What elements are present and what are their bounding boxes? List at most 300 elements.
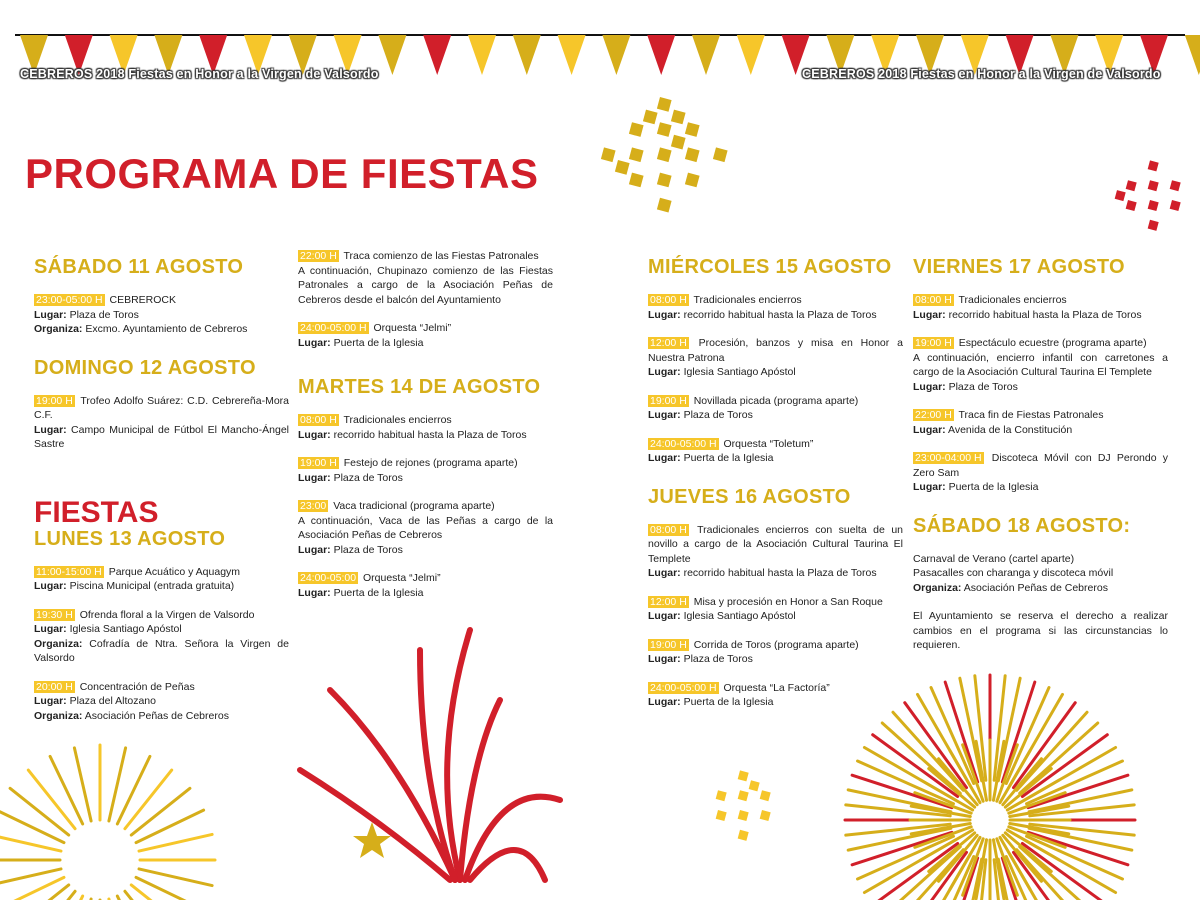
firework-frond bbox=[460, 700, 500, 880]
burst-ray bbox=[858, 836, 954, 879]
burst-ray bbox=[921, 830, 973, 860]
burst-ray bbox=[931, 857, 974, 900]
burst-ray bbox=[1000, 837, 1030, 889]
event-extra: A continuación, Vaca de las Peñas a cargo de la Asociación Peñas de Cebreros bbox=[298, 514, 553, 541]
lugar-label: Lugar: bbox=[648, 366, 681, 378]
burst-ray bbox=[918, 694, 971, 785]
burst-ray bbox=[1010, 694, 1063, 785]
lugar-value: recorrido habitual hasta la Plaza de Toros bbox=[948, 308, 1142, 321]
lugar-value: Plaza de Toros bbox=[333, 471, 403, 484]
lugar-label: Lugar: bbox=[298, 586, 331, 599]
firework-frond bbox=[300, 770, 450, 880]
diamond-square bbox=[629, 173, 644, 188]
bunting-flag bbox=[513, 35, 541, 75]
lugar-value: Iglesia Santiago Apóstol bbox=[683, 366, 796, 378]
organiza-value: Cofradía de Ntra. Señora la Virgen de Valsordo bbox=[34, 637, 289, 664]
time-badge: 19:00 H bbox=[300, 457, 337, 469]
burst-ray bbox=[1003, 835, 1042, 881]
burst-ray bbox=[960, 678, 982, 781]
diamond-square bbox=[629, 147, 644, 162]
lugar-value: Iglesia Santiago Apóstol bbox=[683, 610, 796, 622]
event bbox=[648, 523, 903, 581]
burst-ray bbox=[1006, 857, 1049, 900]
burst-ray bbox=[994, 676, 1005, 780]
lugar-label: Lugar: bbox=[298, 471, 331, 484]
burst-ray bbox=[993, 840, 1003, 899]
diamond-square bbox=[685, 147, 700, 162]
event-text: Orquesta “Toletum” bbox=[723, 437, 814, 450]
event-text: Ofrenda floral a la Virgen de Valsordo bbox=[79, 608, 255, 621]
event-text: Traca fin de Fiestas Patronales bbox=[958, 409, 1104, 421]
burst-ray bbox=[0, 869, 61, 886]
lugar-value: recorrido habitual hasta la Plaza de Toros bbox=[683, 567, 877, 579]
burst-ray bbox=[28, 770, 75, 829]
burst-ray bbox=[993, 741, 1003, 800]
lugar-value: recorrido habitual hasta la Plaza de Toros bbox=[683, 308, 877, 321]
event-text: Parque Acuático y Aquagym bbox=[108, 565, 241, 578]
diamond-square bbox=[685, 173, 700, 188]
lugar-label: Lugar: bbox=[648, 653, 681, 665]
lugar-value: Puerta de la Iglesia bbox=[333, 336, 424, 349]
burst-ray bbox=[117, 896, 150, 900]
bunting-flag bbox=[558, 35, 586, 75]
lugar-value: Puerta de la Iglesia bbox=[683, 696, 774, 708]
burst-ray bbox=[963, 839, 984, 895]
burst-ray bbox=[998, 859, 1020, 900]
event bbox=[298, 571, 553, 600]
gold-burst-left-icon bbox=[0, 745, 215, 900]
organiza-label: Organiza: bbox=[34, 709, 83, 722]
diamond-square bbox=[716, 790, 727, 801]
burst-ray bbox=[931, 688, 974, 784]
lugar-label: Lugar: bbox=[34, 623, 67, 635]
burst-ray bbox=[939, 835, 978, 881]
lugar-label: Lugar: bbox=[913, 423, 946, 436]
gold-diamond-cluster-icon bbox=[601, 97, 728, 212]
lugar-value: recorrido habitual hasta la Plaza de Toros bbox=[333, 428, 527, 441]
red-firework-icon bbox=[300, 630, 560, 880]
diamond-square bbox=[671, 135, 686, 150]
time-badge: 19:00 H bbox=[650, 394, 687, 407]
burst-ray bbox=[848, 790, 951, 812]
header-left: CEBREROS 2018 Fiestas en Honor a la Virgen de Valsordo bbox=[20, 67, 379, 81]
burst-ray bbox=[950, 837, 980, 889]
event bbox=[648, 394, 903, 423]
diamond-square bbox=[716, 810, 727, 821]
time-badge: 19:00 H bbox=[36, 394, 73, 407]
lugar-value: Iglesia Santiago Apóstol bbox=[69, 623, 182, 635]
time-badge: 08:00 H bbox=[915, 294, 952, 306]
burst-ray bbox=[915, 827, 971, 848]
lugar-value: Puerta de la Iglesia bbox=[683, 452, 774, 464]
day-martes-14 bbox=[298, 376, 553, 600]
event-extra: A continuación, encierro infantil con carretones a cargo de la Asociación Cultural Taurina El Templete bbox=[913, 351, 1168, 378]
lugar-label: Lugar: bbox=[913, 308, 946, 321]
burst-ray bbox=[864, 748, 955, 801]
burst-ray bbox=[139, 834, 212, 851]
event bbox=[34, 293, 289, 337]
lugar-label: Lugar: bbox=[648, 696, 681, 708]
burst-ray bbox=[1027, 836, 1123, 879]
time-badge: 22:00 H bbox=[300, 250, 337, 262]
event-text: Traca comienzo de las Fiestas Patronales bbox=[343, 250, 539, 262]
burst-ray bbox=[1017, 712, 1087, 790]
day-title: LUNES 13 AGOSTO bbox=[34, 527, 226, 550]
organiza-value: Excmo. Ayuntamiento de Cebreros bbox=[85, 323, 248, 335]
time-badge: 22:00 H bbox=[915, 409, 952, 421]
burst-ray bbox=[998, 678, 1020, 781]
burst-ray bbox=[1025, 840, 1116, 893]
event bbox=[913, 552, 1168, 596]
event bbox=[298, 321, 553, 350]
burst-ray bbox=[911, 823, 970, 833]
burst-ray bbox=[1009, 793, 1065, 814]
diamond-square bbox=[685, 122, 700, 137]
lugar-label: Lugar: bbox=[34, 695, 67, 707]
event-text: Misa y procesión en Honor a San Roque bbox=[693, 595, 883, 608]
lugar-label: Lugar: bbox=[913, 481, 946, 493]
diamond-square bbox=[738, 810, 749, 821]
burst-ray bbox=[905, 852, 967, 900]
burst-ray bbox=[1002, 858, 1034, 900]
diamond-square bbox=[1126, 200, 1137, 211]
burst-ray bbox=[873, 735, 958, 797]
firework-frond bbox=[420, 650, 455, 880]
burst-ray bbox=[858, 761, 954, 804]
burst-ray bbox=[1010, 806, 1069, 816]
event-text: Vaca tradicional (programa aparte) bbox=[333, 500, 495, 512]
time-badge: 19:00 H bbox=[650, 638, 687, 651]
burst-ray bbox=[873, 844, 958, 900]
burst-ray bbox=[1014, 703, 1076, 788]
diamond-square bbox=[760, 810, 771, 821]
day-sabado-18 bbox=[913, 515, 1168, 653]
event-text: Orquesta “Jelmi” bbox=[362, 572, 441, 584]
lugar-value: Plaza de Toros bbox=[683, 409, 753, 421]
time-badge: 24:00-05:00 bbox=[300, 572, 357, 584]
time-badge: 19:30 H bbox=[36, 608, 73, 621]
lugar-label: Lugar: bbox=[648, 610, 681, 622]
burst-ray bbox=[921, 780, 973, 810]
burst-ray bbox=[1022, 735, 1107, 797]
firework-frond bbox=[447, 630, 470, 880]
event-text: Novillada picada (programa aparte) bbox=[693, 394, 859, 407]
column-4 bbox=[913, 256, 1168, 673]
burst-ray bbox=[117, 756, 150, 824]
diamond-square bbox=[657, 173, 672, 188]
burst-ray bbox=[0, 877, 64, 900]
burst-ray bbox=[963, 745, 984, 801]
firework-frond bbox=[330, 690, 455, 880]
event-text: Tradicionales encierros bbox=[958, 294, 1067, 306]
organiza-label: Organiza: bbox=[34, 637, 83, 650]
burst-ray bbox=[109, 748, 126, 821]
burst-ray bbox=[997, 745, 1018, 801]
gold-diamond-cluster-small-icon bbox=[716, 770, 771, 840]
diamond-square bbox=[615, 160, 630, 175]
burst-ray bbox=[994, 860, 1005, 900]
diamond-square bbox=[657, 122, 672, 137]
bunting-flag bbox=[468, 35, 496, 75]
burst-ray bbox=[905, 703, 967, 788]
event bbox=[298, 499, 553, 557]
event bbox=[34, 565, 289, 594]
lugar-label: Lugar: bbox=[298, 543, 331, 556]
lugar-value: Plaza de Toros bbox=[683, 653, 753, 665]
firework-frond bbox=[465, 797, 560, 880]
burst-ray bbox=[131, 885, 190, 900]
burst-ray bbox=[852, 832, 952, 864]
burst-ray bbox=[929, 769, 975, 808]
time-badge: 23:00-04:00 H bbox=[915, 452, 982, 464]
burst-ray bbox=[1030, 824, 1134, 835]
burst-ray bbox=[10, 788, 69, 835]
diamond-square bbox=[1148, 180, 1159, 191]
event-text: Discoteca Móvil con DJ Perondo y Zero Sam bbox=[913, 452, 1168, 479]
diamond-square bbox=[1170, 200, 1181, 211]
red-diamond-cluster-icon bbox=[1115, 160, 1181, 230]
organiza-value: Asociación Peñas de Cebreros bbox=[963, 581, 1108, 594]
burst-ray bbox=[1028, 775, 1128, 807]
diamond-square bbox=[657, 97, 672, 112]
event-text: Trofeo Adolfo Suárez: C.D. Cebrereña-Mora C.F. bbox=[34, 394, 289, 421]
day-title: VIERNES 17 AGOSTO bbox=[913, 256, 1125, 278]
time-badge: 24:00-05:00 H bbox=[300, 322, 367, 334]
diamond-square bbox=[1115, 190, 1126, 201]
diamond-square bbox=[1148, 160, 1159, 171]
bunting-flag bbox=[423, 35, 451, 75]
lugar-label: Lugar: bbox=[648, 452, 681, 464]
lugar-label: Lugar: bbox=[648, 409, 681, 421]
organiza-label: Organiza: bbox=[34, 323, 83, 335]
burst-ray bbox=[893, 850, 963, 900]
column-3 bbox=[648, 256, 903, 730]
event-text: Espectáculo ecuestre (programa aparte) bbox=[958, 337, 1147, 349]
diamond-square bbox=[738, 830, 749, 841]
event-text: Corrida de Toros (programa aparte) bbox=[693, 638, 859, 651]
time-badge: 24:00-05:00 H bbox=[650, 437, 717, 450]
page-title: PROGRAMA DE FIESTAS bbox=[25, 150, 539, 197]
event-text: Tradicionales encierros bbox=[693, 294, 802, 306]
burst-ray bbox=[74, 748, 91, 821]
burst-ray bbox=[125, 891, 172, 900]
time-badge: 08:00 H bbox=[650, 294, 687, 306]
burst-ray bbox=[864, 840, 955, 893]
lugar-value: Plaza del Altozano bbox=[69, 695, 156, 707]
event bbox=[648, 293, 903, 322]
burst-ray bbox=[846, 805, 950, 816]
event-text: Festejo de rejones (programa aparte) bbox=[343, 457, 518, 469]
burst-ray bbox=[131, 788, 190, 835]
time-badge: 19:00 H bbox=[915, 337, 952, 349]
diamond-square bbox=[643, 110, 658, 125]
bunting-flag bbox=[602, 35, 630, 75]
day-title: DOMINGO 12 AGOSTO bbox=[34, 356, 256, 379]
organiza-value: Asociación Peñas de Cebreros bbox=[84, 709, 229, 722]
diamond-square bbox=[629, 122, 644, 137]
star-icon bbox=[353, 822, 391, 858]
event-text: Procesión, banzos y misa en Honor a Nuestra Patrona bbox=[648, 337, 903, 364]
bunting-flag bbox=[647, 35, 675, 75]
event bbox=[648, 336, 903, 380]
day-title: SÁBADO 18 AGOSTO: bbox=[913, 514, 1131, 537]
lugar-value: Piscina Municipal (entrada gratuita) bbox=[69, 580, 235, 592]
event bbox=[648, 437, 903, 466]
burst-ray bbox=[975, 676, 986, 780]
burst-ray bbox=[893, 712, 963, 790]
burst-ray bbox=[882, 723, 960, 793]
burst-ray bbox=[1030, 805, 1134, 816]
header-right: CEBREROS 2018 Fiestas en Honor a la Virgen de Valsordo bbox=[802, 67, 1161, 81]
column-1 bbox=[34, 256, 289, 743]
firework-frond bbox=[470, 850, 545, 880]
day-title: MIÉRCOLES 15 AGOSTO bbox=[648, 256, 892, 278]
bunting-flag bbox=[737, 35, 765, 75]
event-text: Concentración de Peñas bbox=[79, 680, 195, 693]
burst-ray bbox=[852, 775, 952, 807]
diamond-square bbox=[760, 790, 771, 801]
event-text: Tradicionales encierros con suelta de un novillo a cargo de la Asociación Cultural Taurina El Templete bbox=[648, 523, 903, 565]
event bbox=[648, 595, 903, 624]
event bbox=[648, 681, 903, 710]
burst-ray bbox=[975, 860, 986, 900]
lugar-label: Lugar: bbox=[34, 580, 67, 592]
burst-ray bbox=[848, 828, 951, 850]
burst-ray bbox=[915, 793, 971, 814]
event bbox=[913, 336, 1168, 394]
event bbox=[913, 293, 1168, 322]
burst-ray bbox=[945, 682, 977, 782]
event-text: Orquesta “La Factoría” bbox=[723, 681, 830, 694]
burst-ray bbox=[1020, 723, 1098, 793]
time-badge: 24:00-05:00 H bbox=[650, 681, 717, 694]
event bbox=[34, 680, 289, 724]
diamond-square bbox=[1148, 220, 1159, 231]
day-title: SÁBADO 11 AGOSTO bbox=[34, 256, 244, 278]
bunting-flag bbox=[1185, 35, 1200, 75]
diamond-square bbox=[1126, 180, 1137, 191]
burst-ray bbox=[1022, 844, 1107, 900]
lugar-value: Puerta de la Iglesia bbox=[333, 586, 424, 599]
event bbox=[648, 638, 903, 667]
diamond-square bbox=[657, 147, 672, 162]
burst-ray bbox=[939, 759, 978, 805]
time-badge: 20:00 H bbox=[36, 680, 73, 693]
burst-ray bbox=[0, 834, 61, 851]
event-text: Tradicionales encierros bbox=[343, 414, 452, 426]
burst-ray bbox=[950, 751, 980, 803]
day-jueves-16 bbox=[648, 486, 903, 710]
burst-ray bbox=[28, 891, 75, 900]
burst-ray bbox=[976, 840, 986, 899]
burst-ray bbox=[1029, 790, 1132, 812]
lugar-value: Avenida de la Constitución bbox=[948, 423, 1073, 436]
burst-ray bbox=[911, 806, 970, 816]
burst-ray bbox=[136, 877, 204, 900]
burst-ray bbox=[1000, 751, 1030, 803]
burst-ray bbox=[1007, 830, 1059, 860]
burst-ray bbox=[976, 741, 986, 800]
bunting-flag bbox=[692, 35, 720, 75]
burst-ray bbox=[1009, 827, 1065, 848]
burst-ray bbox=[1028, 832, 1128, 864]
time-badge: 23:00-05:00 H bbox=[36, 294, 103, 306]
burst-ray bbox=[1005, 769, 1051, 808]
burst-ray bbox=[1010, 855, 1063, 900]
burst-ray bbox=[136, 810, 204, 843]
time-badge: 08:00 H bbox=[650, 523, 687, 536]
column-2 bbox=[298, 249, 553, 620]
time-badge: 23:00 bbox=[300, 500, 327, 512]
lugar-label: Lugar: bbox=[34, 423, 67, 436]
burst-ray bbox=[1002, 682, 1034, 782]
burst-ray bbox=[997, 839, 1018, 895]
diamond-square bbox=[671, 110, 686, 125]
lugar-label: Lugar: bbox=[648, 567, 681, 579]
burst-ray bbox=[945, 858, 977, 900]
burst-ray bbox=[50, 756, 83, 824]
lugar-value: Plaza de Toros bbox=[333, 543, 403, 556]
event bbox=[298, 413, 553, 442]
day-title: JUEVES 16 AGOSTO bbox=[648, 485, 851, 508]
event bbox=[298, 456, 553, 485]
lugar-label: Lugar: bbox=[913, 380, 946, 393]
event-extra: A continuación, Chupinazo comienzo de las Fiestas Patronales a cargo de la Asociación Peñas de Cebreros desde el balcón del Ayuntamiento bbox=[298, 264, 553, 306]
diamond-square bbox=[657, 198, 672, 213]
time-badge: 08:00 H bbox=[300, 414, 337, 426]
notice: El Ayuntamiento se reserva el derecho a realizar cambios en el programa si las circunstancias lo requieren. bbox=[913, 610, 1168, 651]
burst-ray bbox=[125, 770, 172, 829]
time-badge: 12:00 H bbox=[650, 337, 687, 349]
burst-ray bbox=[1006, 688, 1049, 784]
lugar-value: Plaza de Toros bbox=[69, 308, 139, 321]
burst-ray bbox=[1020, 847, 1098, 900]
diamond-square bbox=[749, 780, 760, 791]
diamond-square bbox=[713, 147, 728, 162]
event-text: CEBREROCK bbox=[109, 294, 176, 306]
burst-ray bbox=[1025, 748, 1116, 801]
time-badge: 11:00-15:00 H bbox=[36, 565, 102, 578]
day-viernes-17 bbox=[913, 256, 1168, 495]
diamond-square bbox=[1148, 200, 1159, 211]
diamond-square bbox=[738, 790, 749, 801]
event bbox=[34, 394, 289, 452]
day-lunes-13 bbox=[34, 495, 289, 724]
burst-ray bbox=[0, 810, 64, 843]
lugar-value: Campo Municipal de Fútbol El Mancho-Ángel Sastre bbox=[34, 423, 289, 450]
lugar-label: Lugar: bbox=[298, 336, 331, 349]
burst-ray bbox=[1005, 833, 1051, 872]
diamond-square bbox=[1170, 180, 1181, 191]
diamond-square bbox=[738, 770, 749, 781]
burst-ray bbox=[960, 859, 982, 900]
day-miercoles-15 bbox=[648, 256, 903, 466]
event-text: Pasacalles con charanga y discoteca móvil bbox=[913, 567, 1114, 579]
lugar-value: Plaza de Toros bbox=[948, 380, 1018, 393]
fiestas-heading: FIESTAS bbox=[34, 495, 159, 529]
burst-ray bbox=[1003, 759, 1042, 805]
event bbox=[34, 608, 289, 666]
burst-ray bbox=[50, 896, 83, 900]
lugar-label: Lugar: bbox=[298, 428, 331, 441]
burst-ray bbox=[1029, 828, 1132, 850]
day-domingo-12 bbox=[34, 357, 289, 452]
event bbox=[298, 249, 553, 307]
event-text: Orquesta “Jelmi” bbox=[373, 322, 452, 334]
burst-ray bbox=[846, 824, 950, 835]
diamond-square bbox=[601, 147, 616, 162]
lugar-value: Puerta de la Iglesia bbox=[948, 481, 1039, 493]
